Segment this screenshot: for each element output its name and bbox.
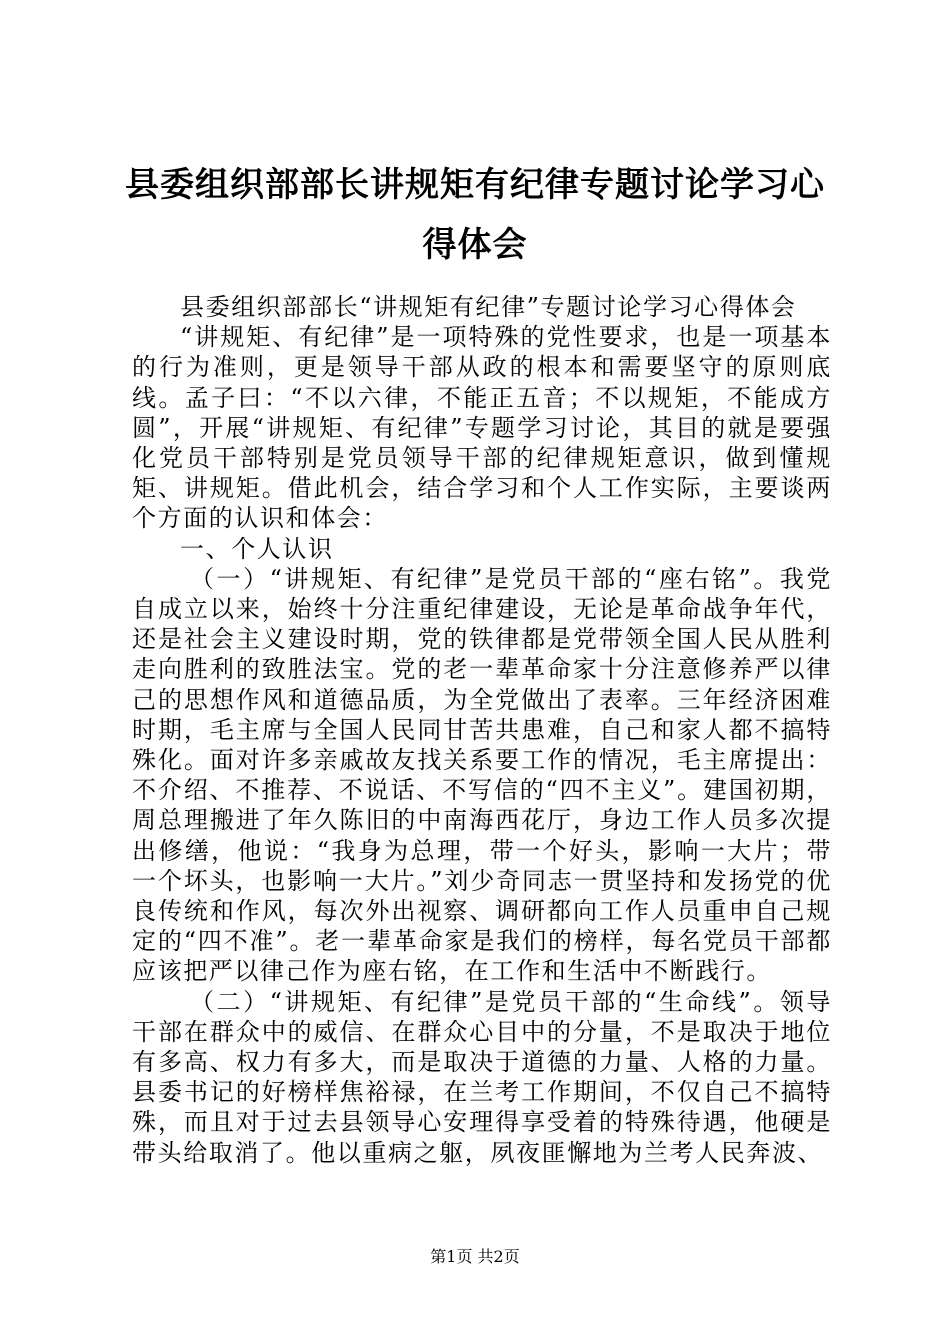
paragraph-intro: “讲规矩、有纪律”是一项特殊的党性要求，也是一项基本的行为准则，更是领导干部从政的根本和需要坚守的原则底线。孟子曰：“不以六律，不能正五音；不以规矩，不能成方圆”，开展“讲规矩、有纪律”专题学习讨论，其目的就是要强化党员干部特别是党员领导干部的纪律规矩意识，做到懂规矩、讲规矩。借此机会，结合学习和个人工作实际，主要谈两个方面的认识和体会： [132, 323, 832, 533]
paragraph-heading-repeat: 县委组织部部长“讲规矩有纪律”专题讨论学习心得体会 [180, 293, 797, 321]
document-body [132, 292, 832, 1168]
paragraph-point-one: （一）“讲规矩、有纪律”是党员干部的“座右铭”。我党自成立以来，始终十分注重纪律建设，无论是革命战争年代，还是社会主义建设时期，党的铁律都是党带领全国人民从胜利走向胜利的致胜法宝。党的老一辈革命家十分注意修养严以律己的思想作风和道德品质，为全党做出了表率。三年经济困难时期，毛主席与全国人民同甘苦共患难，自己和家人都不搞特殊化。面对许多亲戚故友找关系要工作的情况，毛主席提出：不介绍、不推荐、不说话、不写信的“四不主义”。建国初期，周总理搬进了年久陈旧的中南海西花厅，身边工作人员多次提出修缮，他说：“我身为总理，带一个好头，影响一大片；带一个坏头，也影响一大片。”刘少奇同志一贯坚持和发扬党的优良传统和作风，每次外出视察、调研都向工作人员重申自己规定的“四不准”。老一辈革命家是我们的榜样，每名党员干部都应该把严以律己作为座右铭，在工作和生活中不断践行。 [132, 564, 832, 986]
section-heading-personal-understanding: 一、个人认识 [180, 534, 334, 563]
document-title: 县委组织部部长讲规矩有纪律专题讨论学习心得体会 [125, 165, 825, 265]
paragraph-point-two: （二）“讲规矩、有纪律”是党员干部的“生命线”。领导干部在群众中的威信、在群众心目中的分量，不是取决于地位有多高、权力有多大，而是取决于道德的力量、人格的力量。县委书记的好榜样焦裕禄，在兰考工作期间，不仅自己不搞特殊，而且对于过去县领导心安理得享受着的特殊待遇，他硬是带头给取消了。他以重病之躯，夙夜匪懈地为兰考人民奔波、 [132, 987, 832, 1167]
page-footer: 第1页 共2页 [430, 1247, 520, 1266]
